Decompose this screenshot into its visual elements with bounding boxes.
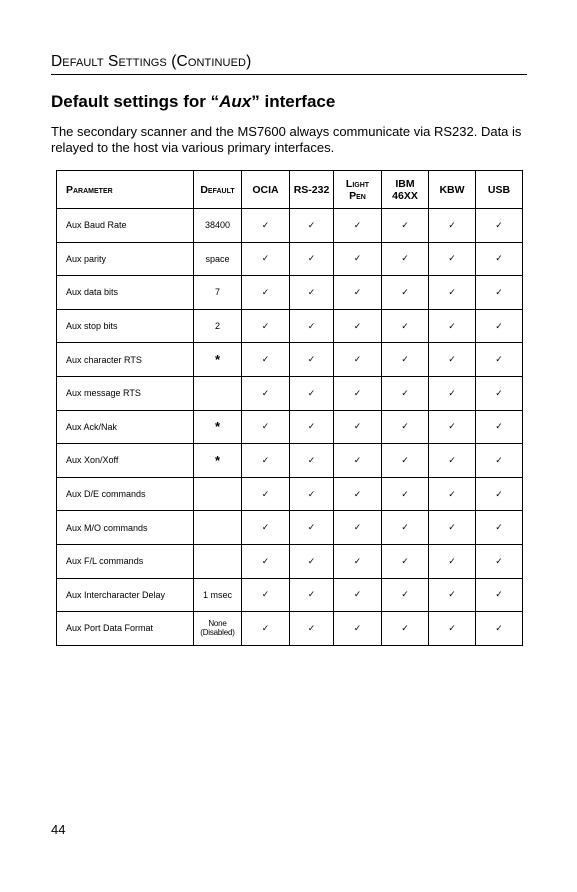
- checkmark-icon-ocia: ✓: [242, 276, 290, 310]
- column-header-default: [194, 171, 242, 209]
- checkmark-icon-kbw: ✓: [429, 209, 476, 243]
- column-header-kbw: KBW: [429, 171, 476, 209]
- table-row: [57, 309, 523, 343]
- checkmark-icon-ibm-46xx: ✓: [382, 376, 429, 410]
- section-title-before: Default settings for “: [51, 92, 220, 111]
- default-value-cell: [194, 376, 242, 410]
- checkmark-icon-rs232: ✓: [290, 477, 334, 511]
- checkmark-icon-kbw: ✓: [429, 376, 476, 410]
- checkmark-icon-ocia: ✓: [242, 612, 290, 646]
- checkmark-icon-usb: ✓: [476, 477, 523, 511]
- table-row: [57, 511, 523, 545]
- checkmark-icon-light-pen: ✓: [334, 309, 382, 343]
- checkmark-icon-ocia: ✓: [242, 477, 290, 511]
- parameter-cell: Aux Baud Rate: [57, 209, 194, 243]
- checkmark-icon-light-pen: ✓: [334, 242, 382, 276]
- table-row: [57, 242, 523, 276]
- table-row: [57, 578, 523, 612]
- default-value-cell: 1 msec: [194, 578, 242, 612]
- default-value-line1: None: [208, 619, 227, 629]
- parameter-cell: Aux message RTS: [57, 376, 194, 410]
- column-header-default-label: Default: [200, 183, 235, 196]
- section-title-emphasis: Aux: [219, 92, 252, 111]
- checkmark-icon-ocia: ✓: [242, 242, 290, 276]
- default-value-cell: [194, 511, 242, 545]
- checkmark-icon-kbw: ✓: [429, 343, 476, 377]
- table-row: [57, 276, 523, 310]
- checkmark-icon-kbw: ✓: [429, 511, 476, 545]
- table-row: [57, 410, 523, 444]
- checkmark-icon-usb: ✓: [476, 309, 523, 343]
- checkmark-icon-ibm-46xx: ✓: [382, 578, 429, 612]
- checkmark-icon-usb: ✓: [476, 376, 523, 410]
- table-row: [57, 343, 523, 377]
- checkmark-icon-light-pen: ✓: [334, 612, 382, 646]
- checkmark-icon-usb: ✓: [476, 612, 523, 646]
- checkmark-icon-kbw: ✓: [429, 578, 476, 612]
- checkmark-icon-light-pen: ✓: [334, 276, 382, 310]
- section-title: [51, 91, 335, 113]
- column-header-ibm: [382, 171, 429, 209]
- intro-paragraph: The secondary scanner and the MS7600 always communicate via RS232. Data is relayed to the host via various primary interfaces.: [51, 124, 522, 155]
- checkmark-icon-usb: ✓: [476, 410, 523, 444]
- table-row: [57, 376, 523, 410]
- parameter-cell: Aux M/O commands: [57, 511, 194, 545]
- default-value-cell: 2: [194, 309, 242, 343]
- checkmark-icon-light-pen: ✓: [334, 511, 382, 545]
- checkmark-icon-ibm-46xx: ✓: [382, 343, 429, 377]
- table-header-row: [57, 171, 523, 209]
- checkmark-icon-rs232: ✓: [290, 612, 334, 646]
- checkmark-icon-kbw: ✓: [429, 544, 476, 578]
- checkmark-icon-ibm-46xx: ✓: [382, 612, 429, 646]
- table-body: [57, 209, 523, 646]
- checkmark-icon-usb: ✓: [476, 544, 523, 578]
- column-header-light-pen-line2: Pen: [349, 189, 366, 202]
- checkmark-icon-kbw: ✓: [429, 276, 476, 310]
- section-title-after: ” interface: [251, 92, 336, 111]
- parameter-cell: Aux character RTS: [57, 343, 194, 377]
- default-value-cell: *: [194, 343, 242, 377]
- parameter-cell: Aux data bits: [57, 276, 194, 310]
- running-header: [51, 52, 527, 75]
- checkmark-icon-rs232: ✓: [290, 242, 334, 276]
- checkmark-icon-usb: ✓: [476, 276, 523, 310]
- checkmark-icon-ibm-46xx: ✓: [382, 276, 429, 310]
- default-value-cell: space: [194, 242, 242, 276]
- default-value-cell: *: [194, 410, 242, 444]
- checkmark-icon-light-pen: ✓: [334, 410, 382, 444]
- checkmark-icon-rs232: ✓: [290, 276, 334, 310]
- checkmark-icon-light-pen: ✓: [334, 544, 382, 578]
- checkmark-icon-rs232: ✓: [290, 444, 334, 478]
- checkmark-icon-ocia: ✓: [242, 209, 290, 243]
- checkmark-icon-rs232: ✓: [290, 410, 334, 444]
- page-number: 44: [51, 822, 66, 837]
- checkmark-icon-ibm-46xx: ✓: [382, 444, 429, 478]
- checkmark-icon-rs232: ✓: [290, 544, 334, 578]
- column-header-ibm-line1: IBM: [395, 177, 415, 190]
- parameter-cell: Aux F/L commands: [57, 544, 194, 578]
- checkmark-icon-ibm-46xx: ✓: [382, 511, 429, 545]
- checkmark-icon-ibm-46xx: ✓: [382, 410, 429, 444]
- parameter-cell: Aux stop bits: [57, 309, 194, 343]
- column-header-ibm-line2: 46XX: [392, 189, 418, 202]
- checkmark-icon-usb: ✓: [476, 578, 523, 612]
- running-header-text: Default Settings (Continued): [51, 53, 252, 70]
- column-header-rs232: RS-232: [290, 171, 334, 209]
- column-header-parameter: [57, 171, 194, 209]
- column-header-parameter-label: Parameter: [66, 183, 113, 196]
- checkmark-icon-ocia: ✓: [242, 444, 290, 478]
- checkmark-icon-usb: ✓: [476, 242, 523, 276]
- checkmark-icon-rs232: ✓: [290, 209, 334, 243]
- checkmark-icon-kbw: ✓: [429, 444, 476, 478]
- checkmark-icon-light-pen: ✓: [334, 444, 382, 478]
- checkmark-icon-kbw: ✓: [429, 477, 476, 511]
- table-row: [57, 544, 523, 578]
- checkmark-icon-kbw: ✓: [429, 309, 476, 343]
- checkmark-icon-ocia: ✓: [242, 376, 290, 410]
- default-value-cell: *: [194, 444, 242, 478]
- column-header-usb: USB: [476, 171, 523, 209]
- parameter-cell: Aux Ack/Nak: [57, 410, 194, 444]
- column-header-light-pen: [334, 171, 382, 209]
- checkmark-icon-ocia: ✓: [242, 544, 290, 578]
- checkmark-icon-kbw: ✓: [429, 612, 476, 646]
- checkmark-icon-ocia: ✓: [242, 511, 290, 545]
- checkmark-icon-ibm-46xx: ✓: [382, 544, 429, 578]
- checkmark-icon-ibm-46xx: ✓: [382, 242, 429, 276]
- default-value-cell: [194, 544, 242, 578]
- table-row: [57, 477, 523, 511]
- checkmark-icon-light-pen: ✓: [334, 343, 382, 377]
- default-value-line2: (Disabled): [200, 628, 235, 638]
- checkmark-icon-usb: ✓: [476, 209, 523, 243]
- checkmark-icon-rs232: ✓: [290, 578, 334, 612]
- checkmark-icon-light-pen: ✓: [334, 376, 382, 410]
- checkmark-icon-rs232: ✓: [290, 309, 334, 343]
- checkmark-icon-ocia: ✓: [242, 578, 290, 612]
- parameter-cell: Aux parity: [57, 242, 194, 276]
- table-row: [57, 209, 523, 243]
- parameter-cell: Aux Xon/Xoff: [57, 444, 194, 478]
- checkmark-icon-ocia: ✓: [242, 410, 290, 444]
- checkmark-icon-usb: ✓: [476, 511, 523, 545]
- parameter-cell: Aux Port Data Format: [57, 612, 194, 646]
- default-value-cell: [194, 612, 242, 646]
- checkmark-icon-ocia: ✓: [242, 343, 290, 377]
- column-header-light-pen-line1: Light: [345, 177, 370, 190]
- checkmark-icon-rs232: ✓: [290, 511, 334, 545]
- column-header-ocia: OCIA: [242, 171, 290, 209]
- checkmark-icon-ibm-46xx: ✓: [382, 209, 429, 243]
- table-row: [57, 444, 523, 478]
- checkmark-icon-ibm-46xx: ✓: [382, 309, 429, 343]
- default-value-cell: [194, 477, 242, 511]
- checkmark-icon-rs232: ✓: [290, 376, 334, 410]
- checkmark-icon-ocia: ✓: [242, 309, 290, 343]
- parameter-cell: Aux D/E commands: [57, 477, 194, 511]
- checkmark-icon-light-pen: ✓: [334, 209, 382, 243]
- default-value-cell: 38400: [194, 209, 242, 243]
- table-row: [57, 612, 523, 646]
- default-value-cell: 7: [194, 276, 242, 310]
- default-settings-table: [56, 170, 523, 646]
- checkmark-icon-usb: ✓: [476, 444, 523, 478]
- checkmark-icon-usb: ✓: [476, 343, 523, 377]
- checkmark-icon-kbw: ✓: [429, 410, 476, 444]
- checkmark-icon-kbw: ✓: [429, 242, 476, 276]
- checkmark-icon-ibm-46xx: ✓: [382, 477, 429, 511]
- checkmark-icon-light-pen: ✓: [334, 477, 382, 511]
- checkmark-icon-rs232: ✓: [290, 343, 334, 377]
- parameter-cell: Aux Intercharacter Delay: [57, 578, 194, 612]
- checkmark-icon-light-pen: ✓: [334, 578, 382, 612]
